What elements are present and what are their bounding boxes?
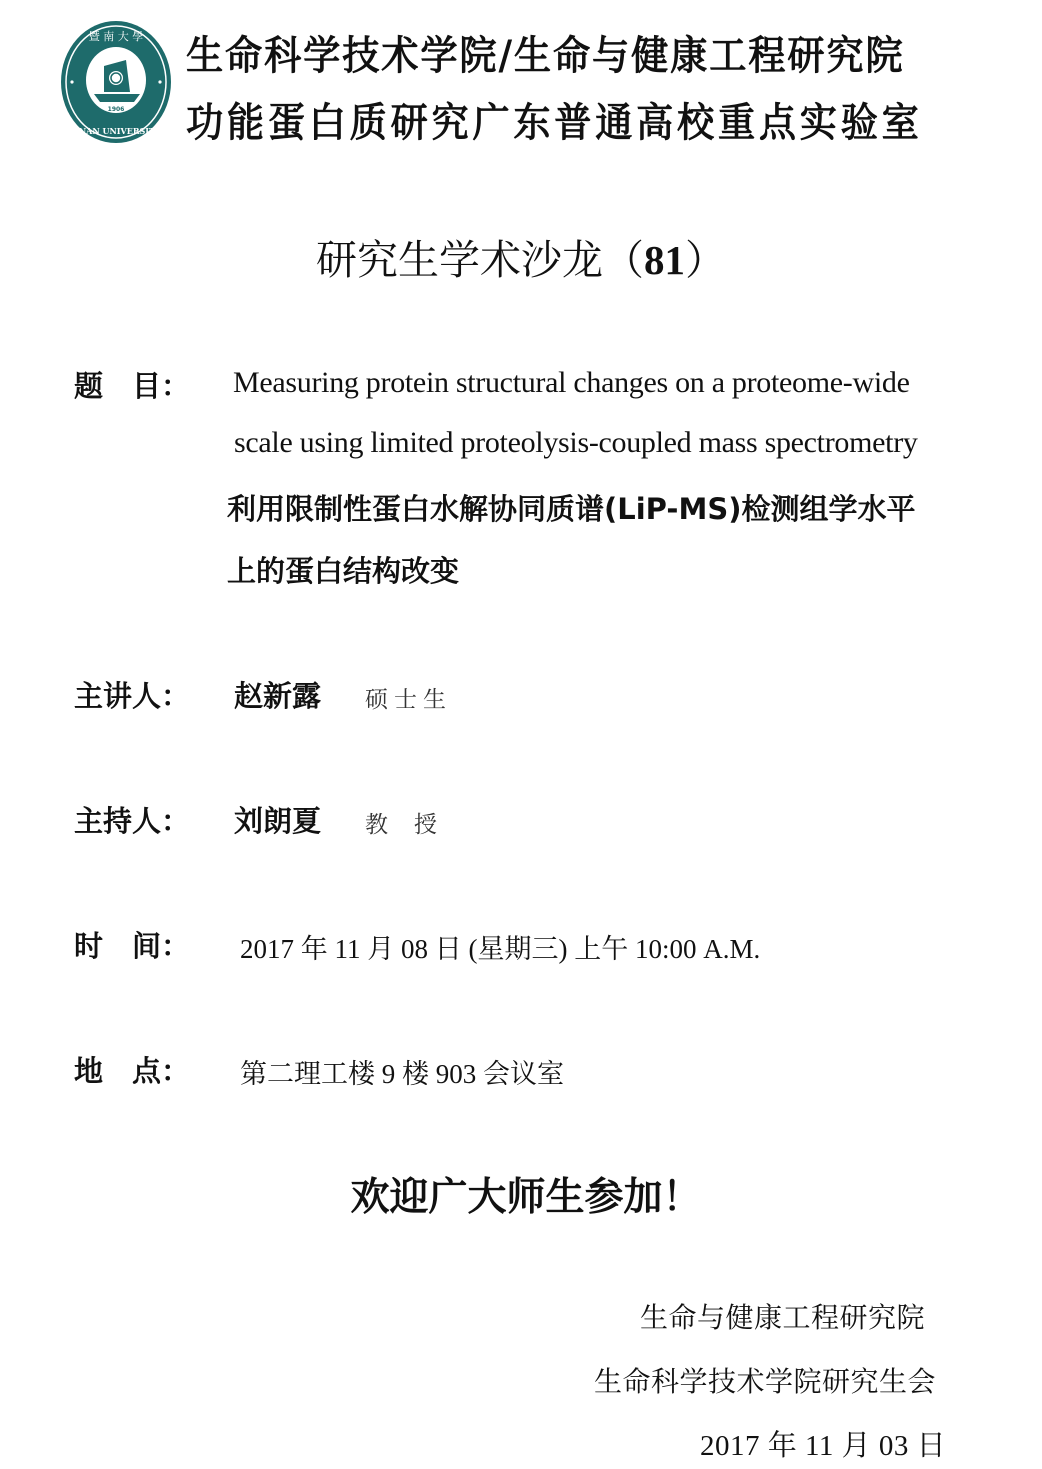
header-lab-line: 功能蛋白质研究广东普通高校重点实验室 [186,100,923,146]
welcome-message: 欢迎广大师生参加！ [350,1175,702,1220]
salon-title-suffix: ） [685,236,726,284]
topic-chinese-line-1: 利用限制性蛋白水解协同质谱(LiP-MS)检测组学水平 [227,492,916,526]
venue-label: 地 点： [74,1054,191,1088]
header-institute-line: 生命科学技术学院/生命与健康工程研究院 [186,33,905,79]
salon-number: 81 [644,237,685,283]
svg-text:JINAN UNIVERSITY: JINAN UNIVERSITY [71,126,161,136]
host-title: 教授 [365,812,463,838]
host-label: 主持人： [74,804,191,838]
svg-text:暨 南 大 學: 暨 南 大 學 [88,30,144,43]
salon-title-prefix: 研究生学术沙龙（ [316,236,644,284]
topic-english-line-1: Measuring protein structural changes on a proteome-wide [233,366,910,399]
salon-title [0,227,1042,286]
speaker-name: 赵新露 [234,679,322,713]
topic-english-line-2: scale using limited proteolysis-coupled mass spectrometry [234,426,918,459]
time-value: 2017 年 11 月 08 日 (星期三) 上午 10:00 A.M. [240,934,761,964]
signature-org-2: 生命科学技术学院研究生会 [594,1365,937,1398]
svg-text:1906: 1906 [107,106,125,113]
signature-org-1: 生命与健康工程研究院 [640,1301,926,1334]
time-label: 时 间： [74,929,191,963]
host-name: 刘朗夏 [234,804,322,838]
venue-value: 第二理工楼 9 楼 903 会议室 [240,1059,564,1089]
signature-date: 2017 年 11 月 03 日 [700,1430,947,1462]
speaker-title: 硕士生 [365,687,452,713]
topic-label: 题 目： [74,369,191,403]
topic-chinese-line-2: 上的蛋白结构改变 [227,554,460,588]
jinan-university-emblem-icon [60,20,172,144]
speaker-label: 主讲人： [74,679,191,713]
university-logo [60,20,172,144]
